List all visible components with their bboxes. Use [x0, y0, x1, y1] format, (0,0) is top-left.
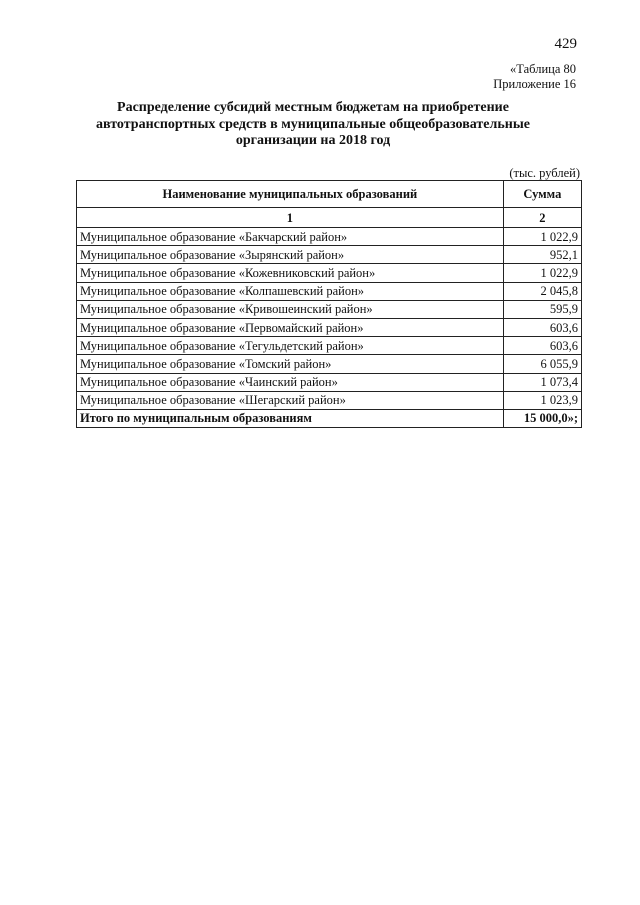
row-sum: 2 045,8 [503, 282, 581, 300]
document-title [75, 100, 551, 150]
column-number-1: 1 [77, 208, 504, 228]
row-name: Муниципальное образование «Тегульдетский район» [77, 337, 504, 355]
row-name: Муниципальное образование «Кривошеинский район» [77, 300, 504, 318]
row-sum: 1 023,9 [503, 391, 581, 409]
table-reference-line-1: «Таблица 80 [510, 62, 576, 76]
table-row [77, 246, 582, 264]
row-name: Муниципальное образование «Бакчарский район» [77, 228, 504, 246]
row-name: Муниципальное образование «Чаинский район» [77, 373, 504, 391]
row-sum: 1 073,4 [503, 373, 581, 391]
row-sum: 595,9 [503, 300, 581, 318]
title-line-3: организации на 2018 год [235, 133, 391, 148]
table-row [77, 264, 582, 282]
row-name: Муниципальное образование «Кожевниковский район» [77, 264, 504, 282]
title-line-1: Распределение субсидий местным бюджетам на приобретение [117, 100, 509, 115]
table-row [77, 391, 582, 409]
total-name: Итого по муниципальным образованиям [77, 409, 504, 427]
table-row [77, 300, 582, 318]
total-row [77, 409, 582, 427]
row-sum: 1 022,9 [503, 228, 581, 246]
row-sum: 603,6 [503, 318, 581, 336]
header-sum: Сумма [503, 181, 581, 208]
units-note: (тыс. рублей) [509, 166, 580, 180]
total-sum: 15 000,0»; [503, 409, 581, 427]
row-sum: 603,6 [503, 337, 581, 355]
table-reference [493, 62, 576, 92]
title-line-2: автотранспортных средств в муниципальные общеобразовательные [96, 116, 530, 132]
row-name: Муниципальное образование «Шегарский район» [77, 391, 504, 409]
row-sum: 6 055,9 [503, 355, 581, 373]
table-row [77, 282, 582, 300]
table-row [77, 228, 582, 246]
row-name: Муниципальное образование «Зырянский район» [77, 246, 504, 264]
row-sum: 952,1 [503, 246, 581, 264]
row-name: Муниципальное образование «Первомайский район» [77, 318, 504, 336]
column-number-2: 2 [503, 208, 581, 228]
table-row [77, 337, 582, 355]
page-number: 429 [554, 36, 577, 52]
table-row [77, 373, 582, 391]
table-reference-line-2: Приложение 16 [493, 77, 576, 91]
table-row [77, 318, 582, 336]
header-name: Наименование муниципальных образований [77, 181, 504, 208]
row-name: Муниципальное образование «Томский район» [77, 355, 504, 373]
row-sum: 1 022,9 [503, 264, 581, 282]
column-number-row [77, 208, 582, 228]
header-row [77, 181, 582, 208]
table-row [77, 355, 582, 373]
subsidy-table [76, 180, 582, 428]
row-name: Муниципальное образование «Колпашевский район» [77, 282, 504, 300]
